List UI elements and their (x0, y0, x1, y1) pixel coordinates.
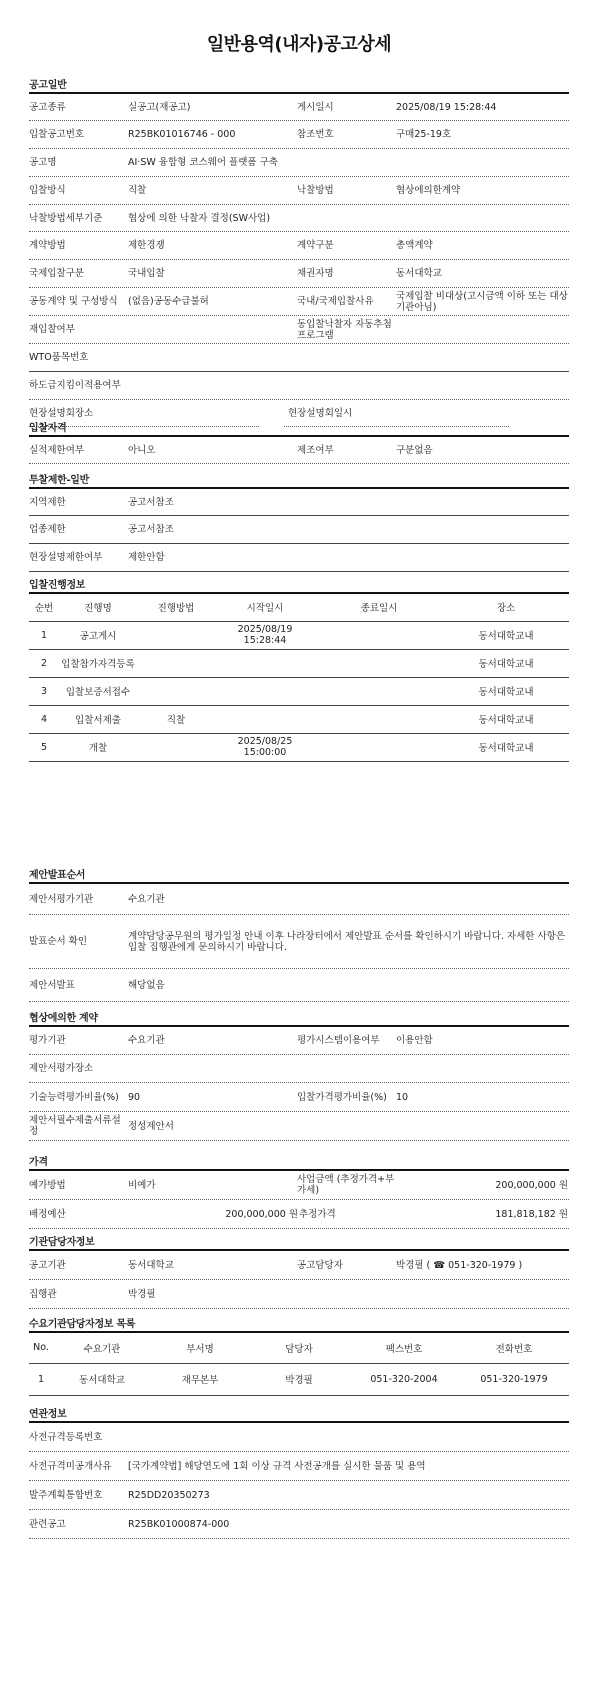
field-label: 계약방법 (29, 240, 66, 251)
table-cell: 2025/08/19 15:28:44 (237, 624, 293, 646)
field-value: R25DD20350273 (128, 1489, 210, 1501)
table-row (29, 677, 569, 705)
column-header: No. (33, 1342, 49, 1354)
table-cell: 동서대학교내 (478, 659, 534, 670)
field-value: 국내입찰 (128, 268, 165, 279)
field-value: R25BK01000874-000 (128, 1518, 230, 1530)
info-row (29, 316, 569, 344)
table-cell: 1 (40, 629, 48, 641)
info-row (29, 1280, 569, 1309)
section-negotiation (29, 1013, 569, 1141)
info-row (29, 372, 569, 400)
field-value: 비예가 (128, 1179, 156, 1191)
table-row (29, 733, 569, 761)
table-cell (215, 677, 315, 705)
section-demand-contact (29, 1319, 569, 1396)
field-value: 계약담당공무원의 평가일정 안내 이후 나라장터에서 제안발표 순서를 확인하시기 바랍니다. 자세한 사항은 입찰 집행관에게 문의하시기 바랍니다. (128, 930, 566, 953)
field-label: 발주계획통합번호 (29, 1489, 103, 1501)
field-label: 기술능력평가비율(%) (29, 1091, 119, 1103)
column-header: 장소 (496, 603, 516, 615)
table-cell: 동서대학교내 (478, 715, 534, 726)
section-title: 가격 (29, 1157, 569, 1171)
field-value: AI·SW 융합형 코스웨어 플랫폼 구축 (128, 157, 278, 168)
progress-table (29, 594, 569, 762)
field-label: 현장설명회일시 (288, 408, 353, 419)
info-row (29, 344, 569, 372)
demand-contact-table (29, 1333, 569, 1396)
info-row (29, 260, 569, 288)
column-header: 수요기관 (83, 1343, 121, 1355)
field-value: R25BK01016746 - 000 (128, 129, 236, 140)
field-label: 집행관 (29, 1288, 57, 1300)
field-label: 동입찰낙찰자 자동추첨 프로그램 (297, 318, 392, 341)
field-label: 계약구분 (297, 240, 334, 251)
field-label: 국내/국제입찰사유 (297, 296, 374, 307)
table-cell: 동서대학교내 (478, 743, 534, 754)
field-label: 입찰가격평가비율(%) (297, 1091, 387, 1103)
table-cell: 박경필 (285, 1375, 313, 1386)
field-value: 이용안함 (396, 1035, 433, 1046)
info-row (29, 232, 569, 260)
section-title: 공고일반 (29, 80, 569, 94)
field-value: 실공고(재공고) (128, 101, 191, 113)
section-title: 수요기관담당자정보 목록 (29, 1319, 569, 1333)
table-cell (137, 733, 215, 761)
section-title: 입찰자격 (29, 423, 569, 437)
info-row (29, 1083, 569, 1112)
info-row (29, 1112, 569, 1141)
column-header: 순번 (34, 603, 54, 615)
table-cell: 051-320-1979 (480, 1373, 548, 1385)
field-value: (없음)공동수급불허 (128, 296, 209, 307)
field-value: 국제입찰 비대상(고시금액 이하 또는 대상기관아님) (396, 290, 568, 313)
field-label: 공고담당자 (297, 1259, 343, 1271)
field-value: 2025/08/19 15:28:44 (396, 101, 497, 113)
field-value: 10 (396, 1091, 409, 1103)
table-cell: 입찰참가자격등록 (61, 659, 135, 670)
section-title: 협상에의한 계약 (29, 1013, 569, 1027)
section-price (29, 1157, 569, 1229)
info-row (29, 149, 569, 177)
table-row (29, 1363, 569, 1395)
field-label: 추정가격 (299, 1208, 336, 1220)
table-row (29, 621, 569, 649)
field-label: 사전규격등록번호 (29, 1431, 103, 1443)
field-value: 박경필 (128, 1288, 156, 1300)
field-label: 입찰방식 (29, 185, 66, 196)
field-label: 입찰공고번호 (29, 129, 85, 140)
section-general (29, 80, 569, 427)
page-title: 일반용역(내자)공고상세 (206, 34, 392, 55)
field-value: 아니오 (128, 444, 156, 456)
info-row (29, 1423, 569, 1452)
field-label: 채권자명 (297, 268, 334, 279)
table-cell (215, 649, 315, 677)
table-cell: 2 (40, 657, 48, 669)
field-label: 낙찰방법 (297, 185, 334, 196)
info-row (29, 121, 569, 149)
table-cell (137, 677, 215, 705)
field-value: 90 (128, 1091, 141, 1103)
field-value: 구매25-19호 (396, 129, 452, 140)
field-label: 공고기관 (29, 1259, 66, 1271)
column-header: 시작일시 (246, 603, 284, 615)
table-cell: 동서대학교 (79, 1375, 125, 1386)
table-cell: 공고게시 (79, 631, 117, 642)
field-label: 공고명 (29, 157, 57, 168)
column-header: 부서명 (186, 1343, 214, 1355)
field-value: 정성제안서 (128, 1120, 174, 1132)
general-rows (29, 94, 569, 427)
field-label: 제안서발표 (29, 979, 75, 991)
info-row (29, 1251, 569, 1280)
field-value: 협상에의한계약 (396, 185, 461, 196)
info-row (29, 1055, 569, 1083)
table-cell (137, 649, 215, 677)
table-header-row (29, 1333, 569, 1363)
table-cell: 개찰 (88, 743, 108, 754)
info-row (29, 94, 569, 121)
table-cell (315, 649, 443, 677)
table-cell: 입찰서제출 (75, 715, 121, 726)
field-label: 제안서평가기관 (29, 893, 94, 905)
field-value: 181,818,182 원 (495, 1208, 568, 1220)
field-label: 제안서필수제출서류설정 (29, 1115, 121, 1137)
table-cell: 5 (40, 741, 48, 753)
info-row (29, 915, 569, 969)
section-limits (29, 475, 569, 572)
field-label: 평가기관 (29, 1035, 66, 1046)
section-related (29, 1409, 569, 1539)
table-header-row (29, 594, 569, 621)
field-value: 제한안함 (128, 552, 165, 563)
table-cell: 직찰 (166, 715, 186, 726)
section-title: 입찰진행정보 (29, 580, 569, 594)
table-cell: 동서대학교내 (478, 687, 534, 698)
field-value: [국가계약법] 해당연도에 1회 이상 규격 사전공개를 실시한 물품 및 용역 (128, 1460, 426, 1472)
table-cell: 입찰보증서접수 (65, 687, 131, 698)
info-row (29, 1510, 569, 1539)
table-cell: 동서대학교내 (478, 631, 534, 642)
field-label: 참조번호 (297, 129, 334, 140)
column-header: 진행명 (84, 603, 112, 615)
info-row (29, 969, 569, 1002)
field-label: 게시일시 (297, 101, 334, 113)
info-row (29, 884, 569, 915)
field-value: 동서대학교 (396, 268, 442, 279)
field-label: 공고종류 (29, 101, 66, 113)
section-title: 투찰제한-일반 (29, 475, 569, 489)
field-value: 수요기관 (128, 893, 165, 905)
table-cell: 3 (40, 685, 48, 697)
field-label: 국제입찰구분 (29, 268, 85, 279)
field-value: 수요기관 (128, 1035, 165, 1046)
table-cell: 1 (37, 1373, 45, 1385)
info-row (29, 1452, 569, 1481)
column-header: 담당자 (285, 1343, 313, 1355)
column-header: 종료일시 (360, 603, 398, 615)
section-title: 제안발표순서 (29, 870, 569, 884)
field-value: 200,000,000 원 (225, 1208, 298, 1220)
info-row (29, 489, 569, 516)
field-label: 재입찰여부 (29, 324, 75, 335)
field-value: 구분없음 (396, 444, 433, 456)
info-row (29, 544, 569, 572)
section-qualification (29, 423, 569, 464)
field-label: 지역제한 (29, 496, 66, 508)
field-label: 낙찰방법세부기준 (29, 212, 103, 224)
info-row (29, 177, 569, 205)
section-proposal (29, 870, 569, 1002)
info-row (29, 437, 569, 464)
column-header: 팩스번호 (385, 1343, 423, 1355)
table-cell: 4 (40, 713, 48, 725)
info-row (29, 288, 569, 316)
field-value: 해당없음 (128, 979, 165, 991)
field-value: 박경필 ( ☎ 051-320-1979 ) (396, 1259, 523, 1271)
info-row (29, 1200, 569, 1229)
field-value: 동서대학교 (128, 1259, 174, 1271)
info-row (29, 1171, 569, 1200)
field-label: 사전규격미공개사유 (29, 1460, 112, 1472)
field-label: WTO품목번호 (29, 352, 89, 363)
table-cell (315, 705, 443, 733)
field-label: 사업금액 (추정가격+부가세) (297, 1174, 395, 1196)
field-label: 관련공고 (29, 1518, 66, 1530)
field-label: 하도급지킴이적용여부 (29, 380, 121, 391)
info-row (29, 1481, 569, 1510)
section-title: 연관정보 (29, 1409, 569, 1423)
table-row (29, 649, 569, 677)
table-cell (315, 733, 443, 761)
field-label: 현장설명회장소 (29, 408, 94, 419)
table-cell: 재무본부 (181, 1375, 219, 1386)
field-value: 200,000,000 원 (495, 1179, 568, 1191)
section-progress (29, 580, 569, 762)
field-label: 공동계약 및 구성방식 (29, 296, 118, 307)
table-cell: 051-320-2004 (370, 1373, 438, 1385)
info-row (29, 205, 569, 232)
field-label: 현장설명제한여부 (29, 552, 103, 563)
field-value: 협상에 의한 낙찰자 결정(SW사업) (128, 212, 271, 224)
field-value: 총액계약 (396, 240, 433, 251)
field-value: 공고서참조 (128, 496, 174, 508)
table-cell (315, 677, 443, 705)
field-label: 실적제한여부 (29, 444, 85, 456)
field-value: 제한경쟁 (128, 240, 165, 251)
field-label: 제조여부 (297, 444, 334, 456)
field-label: 업종제한 (29, 524, 66, 535)
field-value: 직찰 (128, 185, 147, 196)
info-row (29, 516, 569, 544)
table-cell (315, 621, 443, 649)
table-cell: 2025/08/25 15:00:00 (237, 736, 293, 758)
table-cell (215, 705, 315, 733)
section-agency-contact (29, 1237, 569, 1309)
field-label: 배정예산 (29, 1208, 66, 1220)
field-value: 공고서참조 (128, 524, 174, 535)
info-row (29, 1027, 569, 1055)
field-label: 발표순서 확인 (29, 936, 88, 947)
column-header: 진행방법 (157, 603, 195, 615)
table-row (29, 705, 569, 733)
section-title: 기관담당자정보 (29, 1237, 569, 1251)
field-label: 평가시스템이용여부 (297, 1035, 380, 1046)
field-label: 예가방법 (29, 1179, 66, 1191)
table-cell (137, 621, 215, 649)
field-label: 제안서평가장소 (29, 1063, 94, 1074)
column-header: 전화번호 (495, 1343, 533, 1355)
